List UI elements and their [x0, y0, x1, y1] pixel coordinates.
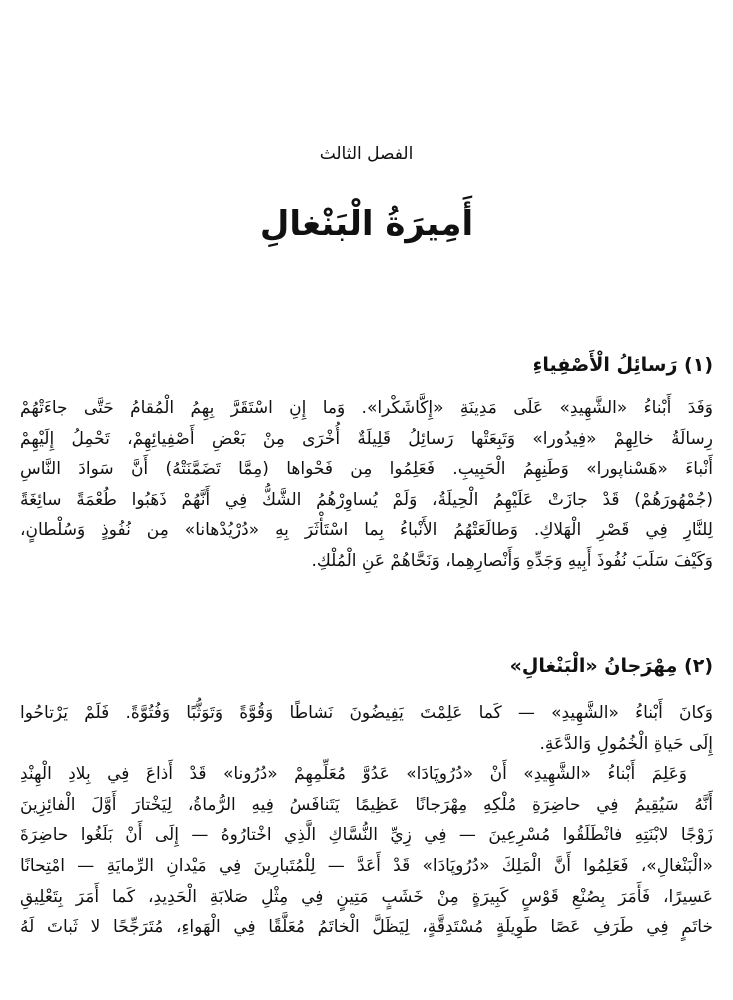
chapter-label: الفصل الثالث: [319, 144, 414, 164]
section-2-body: [20, 698, 713, 943]
text-line: زَوْجًا لابْنَتِهِ فانْطَلَقُوا مُسْرِعِينَ — فِي زِيِّ النُّسَّاكِ الَّذِي اخْتارُوهُ — إِلَى أَنْ بَلَغُوا حاضِرَةَ: [20, 825, 713, 846]
text-line: (جُمْهُورَهُمْ) قَدْ جازَتْ عَلَيْهِمُ الْحِيلَةُ، وَلَمْ يُساوِرْهُمُ الشَّكُّ فِي أَنَّهُمْ ذَهَبُوا طُعْمَةً سائِغَةً: [20, 489, 713, 510]
text-line: وَعَلِمَ أَبْناءُ «الشَّهِيدِ» أَنْ «دُرُوپَادَا» عَدُوَّ مُعَلِّمِهِمْ «دُرُونا» قَدْ أَذاعَ فِي بِلادِ الْهِنْدِ: [20, 764, 687, 785]
book-page: [20, 0, 713, 1000]
section-heading-1: (١) رَسائِلُ الْأَصْفِياءِ: [532, 354, 713, 376]
text-line: «الْبَنْغالِ»، فَعَلِمُوا أَنَّ الْمَلِكَ «دُرُوپَادَا» قَدْ أَعَدَّ — لِلْمُتَبارِينَ فِي مَيْدانِ الرِّمايَةِ — امْتِحانًا: [20, 855, 713, 876]
text-line: خاتَمٍ فِي طَرَفِ عَصًا طَوِيلَةٍ مُسْتَدِقَّةٍ، لِيَظَلَّ الْخاتَمُ مُعَلَّقًا فِي الْهَواءِ، مُتَرَجِّحًا لا ثَباتَ لَهُ: [20, 917, 713, 938]
paragraph: [20, 759, 713, 943]
text-line: عَسِيرًا، فَأَمَرَ بِصُنْعِ قَوْسٍ كَبِيرَةٍ مِنْ خَشَبٍ مَتِينٍ فِي مِثْلِ صَلابَةِ الْحَدِيدِ، كَما أَمَرَ بِتَعْلِيقِ: [20, 886, 713, 907]
chapter-title: أَمِيرَةُ الْبَنْغالِ: [259, 204, 474, 244]
text-line: وَكَيْفَ سَلَبَ نُفُوذَ أَبِيهِ وَجَدِّهِ وَأَنْصارِهِما، وَنَحَّاهُمْ عَنِ الْمُلْكِ.: [311, 550, 713, 571]
text-line: إِلَى حَياةِ الْخُمُولِ وَالدَّعَةِ.: [539, 733, 713, 754]
text-line: رِسالَةُ خالِهِمْ «فِيدُورا» وَتَبِعَتْها رَسائِلُ قَلِيلَةٌ أُخْرَى مِنْ بَعْضِ أَصْفِيائِهِمْ، تَحْمِلُ إِلَيْهِمْ: [20, 428, 713, 449]
paragraph: [20, 393, 713, 577]
section-1-body: [20, 393, 713, 577]
paragraph: [20, 698, 713, 759]
text-line: لِلنَّارِ فِي قَصْرِ الْهَلاكِ. وَطالَعَتْهُمُ الأَنْباءُ بِما اسْتَأْثَرَ بِهِ «دُرْيُدْهانا» مِن نُفُوذٍ وَسُلْطانٍ،: [20, 520, 713, 541]
text-line: وَفَدَ أَبْناءُ «الشَّهِيدِ» عَلَى مَدِينَةِ «إِكَّاشَكْرا». وَما إِنِ اسْتَقَرَّ بِهِمُ الْمُقامُ حَتَّى جاءَتْهُمْ: [20, 398, 713, 418]
section-heading-2: (٢) مِهْرَجانُ «الْبَنْغالِ»: [509, 655, 713, 677]
text-line: أَنَّهُ سَيُقِيمُ فِي حاضِرَةِ مُلْكِهِ مِهْرَجانًا عَظِيمًا يَتَنافَسُ فِيهِ الرُّماةُ، لِيَخْتارَ أَوَّلَ الْفائِزِينَ: [20, 794, 713, 815]
text-line: وَكانَ أَبْناءُ «الشَّهِيدِ» — كَما عَلِمْتَ يَفِيضُونَ نَشاطًا وَقُوَّةً وَتَوَثُّبًا وَفُتُوَّةً. فَلَمْ يَرْتاحُوا: [20, 703, 713, 723]
text-line: أَنْباءَ «هَسْناپورا» وَطَنِهِمُ الْحَبِيبِ. فَعَلِمُوا مِن فَحْواها (مِمَّا تَضَمَّنَتْهُ) أَنَّ سَوادَ النَّاسِ: [20, 459, 713, 480]
